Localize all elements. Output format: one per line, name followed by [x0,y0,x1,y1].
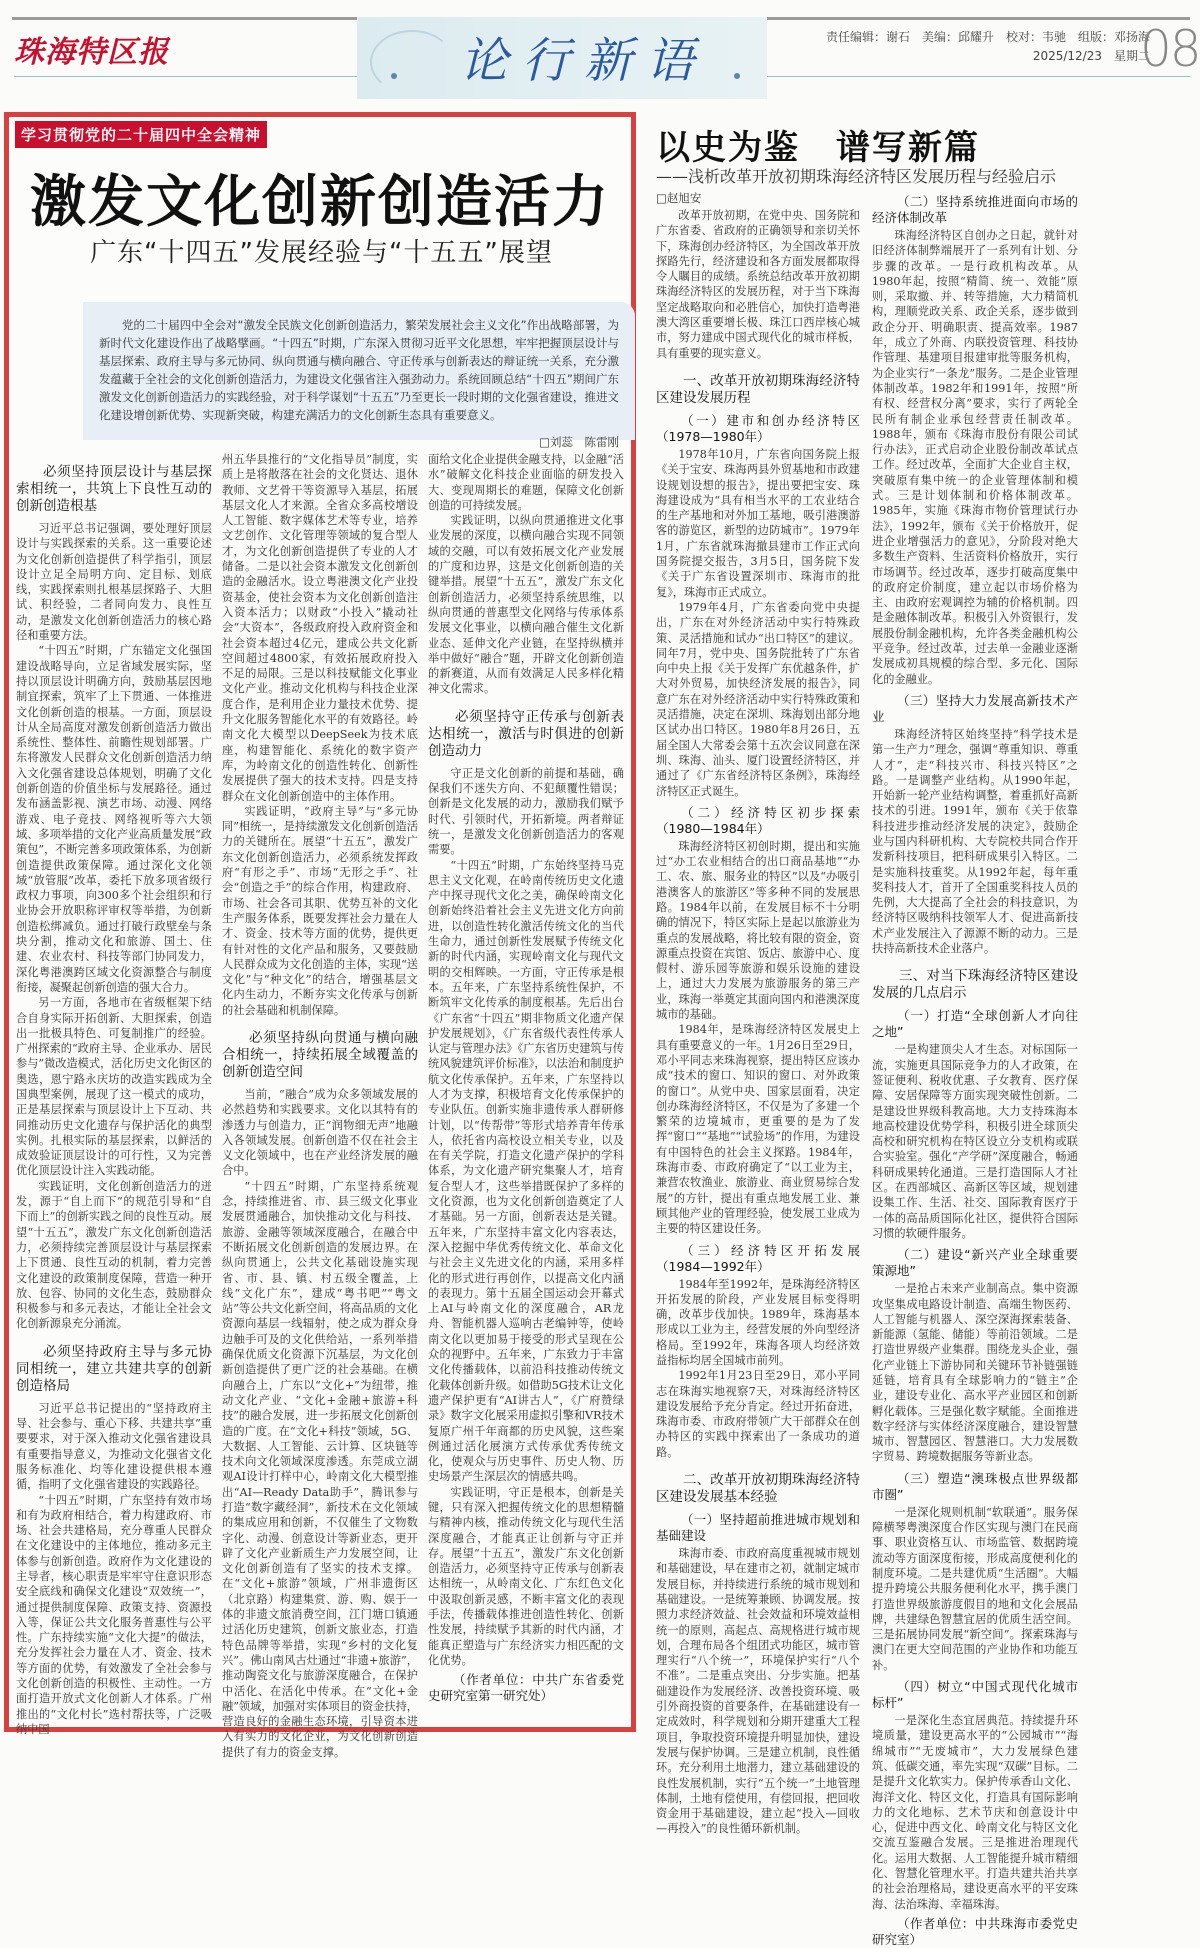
subsection-heading: （二）建设“新兴产业全球重要策源地” [872,1247,1078,1279]
paragraph: 习近平总书记提出的“坚持政府主导、社会参与、重心下移、共建共享”重要要求，对于深入推动文化强省建设具有重要指导意义，为推动文化强省文化服务标准化、均等化建设提供根本遵循，指明了文化强省建设的实践路径。 [16,1401,212,1492]
subsection-heading: （二）坚持系统推进面向市场的经济体制改革 [872,194,1078,225]
paragraph: 1984年至1992年，是珠海经济特区开拓发展的阶段，产业发展目标变得明确，改革步伐加快。1989年，珠海基本形成以工业为主，经营发展的外向型经济格局。至1992年，珠海各项人均经济效益指标均居全国城市前列。 [656,1277,860,1367]
subsection-heading: （二）经济特区初步探索（1980—1984年） [656,804,860,836]
author-affiliation: （作者单位：中共珠海市委党史研究室） [872,1915,1078,1947]
left-article-column-2 [222,452,418,1759]
top-rule [766,17,1190,20]
right-article-column-2 [872,188,1078,1947]
paragraph: 实践证明，以纵向贯通推进文化事业发展的深度，以横向融合实现不同领域的交融，可以有效拓展文化产业发展的广度和边界，这是文化创新创造的关键举措。展望“十五五”，激发广东文化创新创造活力，必须坚持系统思维，以纵向贯通的普惠型文化网络与传承体系发展文化事业，以横向融合催生文化新业态、延伸文化产业链，在坚持纵横并举中做好“融合”题，开辟文化创新创造的新赛道，从而有效满足人民多样化精神文化需求。 [428,514,624,696]
paragraph: 改革开放初期，在党中央、国务院和广东省委、省政府的正确领导和亲切关怀下，珠海创办经济特区，为全国改革开放探路先行，经济建设和各方面发展都取得令人瞩目的成绩。系统总结改革开放初期珠海经济特区的发展历程，对于当下珠海坚定战略取向和必胜信心，加快打造粤港澳大湾区重要增长极、珠江口西岸核心城市，努力建成中国式现代化的城市样板，具有重要的现实意义。 [656,209,860,360]
section-heading: 必须坚持守正传承与创新表达相统一，激活与时俱进的创新创造动力 [428,708,624,759]
page-number: 08 [1140,20,1200,78]
byline: □赵旭安 [656,191,702,205]
paragraph: “十四五”时期，广东坚持有效市场和有为政府相结合，着力构建政府、市场、社会共建格局，充分尊重人民群众在文化建设中的主体地位，推动多元主体参与创新创造。政府作为文化建设的主导者，核心职责是牢牢守住意识形态安全底线和确保文化建设“双效统一”，通过提供制度保障、政策支持、资源投入等，保证公共文化服务普惠性与公平性。广东持续实施“文化大提”的做法，充分发挥社会力量在人才、资金、技术等方面的优势，有效激发了全社会参与文化创新创造的积极性、主动性。一方面打造开放式文化创新人才体系。广州推出的“文化村长”选村帮扶等，广泛吸纳中国 [16,1493,212,1736]
section-heading: 一、改革开放初期珠海经济特区建设发展历程 [656,372,860,406]
paragraph: 习近平总书记强调，要处理好顶层设计与实践探索的关系。这一重要论述为文化创新创造提供了科学指引，顶层设计立足全局明方向、定目标、划底线，实践探索则扎根基层探路子、大胆试、积经验，二者同向发力、良性互动，是激发文化创新创造活力的核心路径和重要方法。 [16,522,212,643]
subsection-heading: （四）树立“中国式现代化城市标杆” [872,1679,1078,1711]
paragraph: 1992年1月23日至29日，邓小平同志在珠海实地视察7天，对珠海经济特区建设发展给予充分肯定。经过开拓奋进，珠海市委、市政府带领广大干部群众在创办特区的实践中探索出了一条成功的道路。 [656,1369,860,1459]
paragraph: “十四五”时期，广东锚定文化强国建设战略导向，立足省域发展实际，坚持以顶层设计明确方向，鼓励基层因地制宜探索，筑牢了上下贯通、一体推进文化创新创造的根基。一方面，顶层设计从全局高度对激发创新创造活力做出系统性、整体性、前瞻性规划部署。广东将激发人民群众文化创新创造活力纳入文化强省建设总体规划，明确了文化创新创造的价值坐标与发展路径。通过发布涵盖影视、演艺市场、动漫、网络游戏、电子竞技、网络视听等六大领域、多项举措的文化产业高质量发展“政策包”，不断完善多项政策体系，为创新创造提供政策保障。通过深化文化领域“放管服”改革，委托下放多项省级行政权力事项，向300多个社会组织和行业协会开放职称评审权等举措，为创新创造松绑减负。通过打破行政壁垒与条块分割，推动文化和旅游、国土、住建、农业农村、科技等部门协同发力，深化粤港澳跨区域文化资源整合与制度衔接，凝聚起创新创造的强大合力。 [16,644,212,994]
byline: □刘蕊 陈雷刚 [539,435,619,449]
lead-summary-box [83,302,635,449]
paragraph: 实践证明，“政府主导”与“多元协同”相统一，是持续激发文化创新创造活力的关键所在。展望“十五五”，激发广东文化创新创造活力，必须系统发挥政府“有形之手”、市场“无形之手”、社会“创造之手”的综合作用，构建政府、市场、社会各司其职、优势互补的文化生产服务体系，既要发挥社会力量在人才、资金、技术等方面的优势，提供更有针对性的文化产品和服务，又要鼓励人民群众成为文化创造的主体，实现“送文化”与“种文化”的结合，增强基层文化内生动力，不断夯实文化传承与创新的社会基础和机制保障。 [222,804,418,1017]
paragraph: 守正是文化创新的前提和基础，确保我们不迷失方向、不犯颠覆性错误；创新是文化发展的动力，激励我们赋予时代、引领时代，开拓新境。两者辩证统一，是激发文化创新创造活力的客观需要。 [428,766,624,857]
left-article-column-1 [16,452,212,1736]
lead-text: 党的二十届四中全会对“激发全民族文化创新创造活力，繁荣发展社会主义文化”作出战略部署，为新时代文化建设作出了战略擘画。“十四五”时期，广东深入贯彻习近平文化思想，牢牢把握顶层设计与基层探索、政府主导与多元协同、纵向贯通与横向融合、守正传承与创新表达的辩证统一关系，充分激发蕴藏于全社会的文化创新创造活力，为建设文化强省注入强劲动力。系统回顾总结“十四五”期间广东激发文化创新创造活力的实践经验，对于科学谋划“十五五”乃至更长一段时期的文化强省建设，推进文化建设增创新优势、实现新突破，构建充满活力的文化创新生态具有重要意义。 [99,318,619,422]
right-article-column-1 [656,208,860,1836]
paragraph: 一是抢占未来产业制高点。集中资源攻坚集成电路设计制造、高端生物医药、人工智能与机器人、深空深海探索装备、新能源（氢能、储能）等前沿领域。二是打造世界级产业集群。围绕龙头企业，强化产业链上下游协同和关键环节补链强链延链，培育具有全球影响力的“链主”企业，建设专业化、高水平产业园区和创新孵化载体。三是强化数字赋能。全面推进数字经济与实体经济深度融合，建设智慧城市、智慧园区、智慧港口。大力发展数字贸易、跨境数据服务等新业态。 [872,1282,1078,1464]
subsection-heading: （一）建市和创办经济特区（1978—1980年） [656,412,860,444]
section-banner-title: 论行新语 [460,33,709,89]
author-affiliation: （作者单位：中共广东省委党史研究室第一研究处） [428,1672,624,1704]
section-heading: 必须坚持顶层设计与基层探索相统一，共筑上下良性互动的创新创造根基 [16,464,212,514]
paragraph: 1984年，是珠海经济特区发展史上具有重要意义的一年。1月26日至29日，邓小平同志来珠海视察，提出特区应该办成“技术的窗口、知识的窗口、对外政策的窗口”。从党中央、国家层面看，决定创办珠海经济特区，不仅是为了多建一个繁荣的边境城市，更重要的是为了发挥“窗口”“基地”“试验场”的作用，为建设有中国特色的社会主义探路。1984年，珠海市委、市政府确定了“以工业为主，兼营农牧渔业、旅游业、商业贸易综合发展”的方针，提出有重点地发展工业、兼顾其他产业的管理经验，使发展工业成为主要的特区建设任务。 [656,1023,860,1236]
subsection-heading: （一）坚持超前推进城市规划和基础建设 [656,1512,860,1544]
left-article-headline: 激发文化创新创造活力 [30,169,610,235]
section-heading: 必须坚持政府主导与多元协同相统一，建立共建共享的创新创造格局 [16,1343,212,1394]
paragraph: 一是深化规则机制“软联通”。服务保障横琴粤澳深度合作区实现与澳门在民商事、职业资格互认、市场监管、数据跨境流动等方面深度衔接，形成高度便利化的制度环境。二是共建优质“生活圈”。大幅提升跨境公共服务便利化水平，携手澳门打造世界级旅游度假目的地和文化会展品牌，共建绿色智慧宜居的优质生活空间。三是拓展协同发展“新空间”。探索珠海与澳门在更大空间范围的产业协作和功能互补。 [872,1505,1078,1672]
top-rule [12,17,357,20]
paragraph: “十四五”时期，广东始终坚持马克思主义文化观，在岭南传统历史文化遗产中探寻现代文化之美，确保岭南文化创新始终沿着社会主义先进文化方向前进，以创造性转化激活传统文化的当代生命力，通过创新性发展赋予传统文化新的时代内涵，实现岭南文化与现代文明的交相辉映。一方面，守正传承是根本。五年来，广东坚持系统性保护，不断筑牢文化传承的制度根基。先后出台《广东省“十四五”期非物质文化遗产保护发展规划》，《广东省级代表性传承人认定与管理办法》《广东省历史建筑与传统风貌建筑评价标准》，以法治和制度护航文化传承保护。五年来，广东坚持以人才为支撑，积极培育文化传承保护的专业队伍。创新实施非遗传承人群研修计划，以“传帮带”等形式培养青年传承人，依托省内高校设立相关专业，以及在有关学院，打造文化遗产保护的学科体系，为文化遗产研究集聚人才，培育复合型人才，这些举措既保护了多样的文化资源，也为文化创新创造奠定了人才基础。另一方面，创新表达是关键。五年来，广东坚持丰富文化内容表达，深入挖掘中华优秀传统文化、革命文化与社会主义先进文化的内涵，采用多样化的形式进行再创作，以提高文化内涵的表现力。第十五届全国运动会开幕式上AI与岭南文化的深度融合，AR龙舟、智能机器人巡响古老编钟等，使岭南文化以更加易于接受的形式呈现在公众的视野中。五年来，广东致力于丰富文化传播载体，以前沿科技推动传统文化载体创新升级。如借助5G技术让文化遗产保护更有“AI讲古人”，《广府赞绿录》数字文化展采用虚拟引擎和VR技术复原广州千年商都的历史风貌，这些案例通过活化展演方式传承优秀传统文化，使观众与历史事件、历史人物、历史场景产生深层次的情感共鸣。 [428,858,624,1484]
credits-line: 责任编辑：谢石 美编：邱耀升 校对：韦驰 组版：邓扬海 [825,30,1150,44]
paragraph: 1978年10月，广东省向国务院上报《关于宝安、珠海两县外贸基地和市政建设规划设想的报告》，提出要把宝安、珠海建设成为“具有相当水平的工农业结合的生产基地和对外加工基地，吸引港澳游客的游览区，新型的边防城市”。1979年1月，广东省就珠海撤县建市工作正式向国务院提交报告，3月5日，国务院下发《关于广东省设置深圳市、珠海市的批复》，珠海市正式成立。 [656,447,860,599]
editor-credits [790,28,1150,66]
left-article-column-3 [428,452,624,1722]
article-kicker: 学习贯彻党的二十届四中全会精神 [15,121,267,148]
paragraph: 当前，“融合”成为众多领域发展的必然趋势和实践要求。文化以其特有的渗透力与创造力，正“润物细无声”地融入各领域发展。创新创造不仅在社会主义文化领域中，也在产业经济发展的融合中。 [222,1087,418,1178]
paragraph: 另一方面，各地市在省级框架下结合自身实际开拓创新、大胆探索，创造出一批极具特色、可复制推广的经验。广州探索的“政府主导、企业承办、居民参与”微改造模式，活化历史文化街区的奥选，恩宁路永庆坊的改造实践成为全国典型案例，展现了这一模式的成功，正是基层探索与顶层设计上下互动、共同推动历史文化遗存与保护活化的典型实例。扎根实际的基层探索，以鲜活的成效验证顶层设计的可行性，又为完善优化顶层设计注入实践动能。 [16,996,212,1178]
paragraph: 珠海市委、市政府高度重视城市规划和基础建设，早在建市之初，就制定城市发展目标，并持续进行系统的城市规划和基础建设。一是统筹兼顾、协调发展。按照力求经济效益、社会效益和环境效益相统一的原则，高起点、高规格进行城市规划，合理布局各个组团式功能区，城市管理实行“八个统一”，环境保护实行“八个不准”。二是重点突出、分步实施。把基础建设作为发展经济、改善投资环境、吸引外商投资的首要条件，在基础建设有一定成效时，科学规划和分期开建重大工程项目，争取投资环境提升明显加快，建设发展与保护协调。三是建立机制，良性循环。充分利用土地潜力，建立基础建设的良性发展机制，实行“五个统一”土地管理体制，土地有偿使用，有偿回报，把回收资金用于基础建设，建立起“投入—回收—再投入”的良性循环新机制。 [656,1547,860,1836]
issue-date: 2025/12/23 星期二 [1032,49,1150,63]
paragraph: 一是深化生态宜居典范。持续提升环境质量，建设更高水平的“公园城市”“海绵城市”“无废城市”，大力发展绿色建筑、低碳交通，率先实现“双碳”目标。二是提升文化软实力。保护传承香山文化、海洋文化、特区文化，打造具有国际影响力的文化地标、艺术节庆和创意设计中心，促进中西文化、岭南文化与特区文化交流互鉴融合发展。三是推进治理现代化。运用大数据、人工智能提升城市精细化、智慧化管理水平。打造共建共治共享的社会治理格局，建设更高水平的平安珠海、法治珠海、幸福珠海。 [872,1714,1078,1911]
section-heading: 三、对当下珠海经济特区建设发展的几点启示 [872,968,1078,1002]
newspaper-logo: 珠海特区报 [14,35,169,70]
right-article-headline: 以史为鉴 谱写新篇 [656,128,980,168]
paragraph: 实践证明，守正是根本，创新是关键，只有深入把握传统文化的思想精髓与精神内核，推动传统文化与现代生活深度融合，才能真正让创新与守正并存。展望“十五五”，激发广东文化创新创造活力，必须坚持守正传承与创新表达相统一，从岭南文化、广东红色文化中汲取创新灵感，不断丰富文化的表现手法，传播载体推进创造性转化、创新性发展，持续赋予其新的时代内涵，才能真正塑造与广东经济实力相匹配的文化优势。 [428,1485,624,1667]
dot-decoration-icon [391,73,397,79]
paragraph: 实践证明，文化创新创造活力的迸发，源于“自上而下”的规范引导和“自下而上”的创新实践之间的良性互动。展望“十五五”，激发广东文化创新创造活力，必须持续完善顶层设计与基层探索上下贯通、良性互动的机制，着力完善文化建设的政策制度保障，营造一种开放、包容、协同的文化生态，鼓励群众积极参与和多元表达，才能让全社会文化创新源泉充分涌流。 [16,1179,212,1331]
paragraph: 珠海经济特区始终坚持“科学技术是第一生产力”理念，强调“尊重知识、尊重人才”，走“科技兴市、科技兴特区”之路。一是调整产业结构。从1990年起，开始新一轮产业结构调整，着重抓好高新技术的引进。1991年，颁布《关于依靠科技进步推动经济发展的决定》，鼓励企业与国内科研机构、大专院校共同合作开发新科技项目，把科研成果引入特区。二是实施科技重奖。从1992年起，每年重奖科技人才，首开了全国重奖科技人员的先例，大大提高了全社会的科技意识，为经济特区吸纳科技领军人才、促进高新技术产业发展注入了源源不断的动力。三是扶持高新技术企业落户。 [872,727,1078,956]
paragraph: 珠海经济特区初创时期，提出和实施过“办工农业相结合的出口商品基地”“办工、农、旅、服务业的特区”以及“办吸引港澳客人的旅游区”等多种不同的发展思路。1984年以前，在发展目标不十分明确的情况下，特区实际上是起以旅游业为重点的发展战略，将比较有限的资金，资源重点投资在宾馆、饭店、旅游中心、度假村、游乐园等旅游和娱乐设施的建设上，通过大力发展为旅游服务的第三产业，珠海一举奠定其面向国内和港澳深度城市的基础。 [656,839,860,1022]
section-heading: 必须坚持纵向贯通与横向融合相统一，持续拓展全域覆盖的创新创造空间 [222,1029,418,1080]
subsection-heading: （三）塑造“澳珠极点世界级都市圈” [872,1470,1078,1502]
paragraph: 州五华县推行的“文化指导员”制度，实质上是将散落在社会的文化贤达、退休教师、文艺骨干等资源导入基层，拓展基层文化人才来源。全省众多高校增设人工智能、数字媒体艺术等专业，培养文艺创作、文化管理等领域的复合型人才，为文化创新创造提供了专业的人才储备。二是以社会资本激发文化创新创造的金融活水。设立粤港澳文化产业投资基金，使社会资本为文化创新创造注入资本活力；以财政“小投入”撬动社会“大资本”，各级政府投入政府资金和社会资本超过4亿元，建成公共文化新空间超过4800家，有效拓展政府投入不足的局限。三是以科技赋能文化事业文化产业。推动文化机构与科技企业深度合作，是利用企业力量技术优势、提升文化服务智能化水平的有效路径。岭南文化大模型以DeepSeek为技术底座，构建智能化、系统化的数字资产库，为岭南文化的创造性转化、创新性发展提供了强大的技术支持。四是支持群众在文化创新创造中的主体作用。 [222,453,418,803]
wave-decoration-icon [370,30,454,94]
paragraph: 一是构建顶尖人才生态。对标国际一流，实施更具国际竞争力的人才政策，在签证便利、税收优惠、子女教育、医疗保障、安居保障等方面实现突破性创新。二是建设世界级科教高地。大力支持珠海本地高校建设优势学科，积极引进全球顶尖高校和研究机构在特区设立分支机构或联合实验室。强化“产学研”深度融合，畅通科研成果转化通道。三是打造国际人才社区。在西部城区、高新区等区域，规划建设集工作、生活、社交、国际教育医疗于一体的高品质国际化社区，提供符合国际习惯的软硬件服务。 [872,1043,1078,1240]
subsection-heading: （三）经济特区开拓发展（1984—1992年） [656,1242,860,1274]
dot-decoration-icon [734,73,740,79]
subsection-heading: （一）打造“全球创新人才向往之地” [872,1008,1078,1040]
right-article-subheadline: ——浅析改革开放初期珠海经济特区发展历程与经验启示 [656,167,1057,186]
subsection-heading: （三）坚持大力发展高新技术产业 [872,692,1078,724]
paragraph: 珠海经济特区自创办之日起，就针对旧经济体制弊端展开了一系列有计划、分步骤的改革。一是行政机构改革。从1980年起，按照“精简、统一、效能”原则，采取撤、并、转等措施，大力精简机构，理顺党政关系、政企关系，逐步做到政企分开、明确职责、提高效率。1987年，成立了外商、内联投资管理、科技协作管理、基建项目报建审批等服务机构，为企业实行“一条龙”服务。二是企业管理体制改革。1982年和1991年，按照“所有权、经营权分离”要求，实行了两轮全民所有制企业承包经营责任制改革。1988年，颁布《珠海市股份有限公司试行办法》，正式启动企业股份制改革试点工作。经过改革，全面扩大企业自主权，突破原有集中统一的企业管理体制和模式。三是计划体制和价格体制改革。1985年，实施《珠海市物价管理试行办法》，1992年，颁布《关于价格放开，促进企业增强活力的意见》，分阶段对绝大多数生产资料、生活资料价格放开，实行市场调节。经过改革，逐步打破高度集中的政府定价制度，建立起以市场价格为主、由政府宏观调控为辅的价格机制。四是金融体制改革。积极引入外资银行，发展股份制金融机构，允许各类金融机构公平竞争。经过改革，过去单一金融业逐渐发展成初具规模的综合型、多元化、国际化的金融业。 [872,229,1078,686]
left-article-subheadline: 广东“十四五”发展经验与“十五五”展望 [90,238,553,268]
paragraph: 面给文化企业提供金融支持，以金融“活水”破解文化科技企业面临的研发投入大、变现周期长的难题，保障文化创新创造的可持续发展。 [428,453,624,512]
section-heading: 二、改革开放初期珠海经济特区建设发展基本经验 [656,1472,860,1506]
paragraph: 1979年4月，广东省委向党中央提出，广东在对外经济活动中实行特殊政策、灵活措施和试办“出口特区”的建议。同年7月，党中央、国务院批转了广东省向中央上报《关于发挥广东优越条件，扩大对外贸易，加快经济发展的报告》，同意广东在对外经济活动中实行特殊政策和灵活措施，决定在深圳、珠海划出部分地区试办出口特区。1980年8月26日，五届全国人大常委会第十五次会议同意在深圳、珠海、汕头、厦门设置经济特区，并通过了《广东省经济特区条例》，珠海经济特区正式诞生。 [656,600,860,798]
paragraph: “十四五”时期，广东坚持系统观念，持续推进省、市、县三级文化事业发展贯通融合，加快推动文化与科技、旅游、金融等领域深度融合，在融合中不断拓展文化创新创造的发展边界。在纵向贯通上，公共文化基础设施实现省、市、县、镇、村五级全覆盖，上线“文化广东”，建成“粤书吧”“粤文站”等公共文化新空间，将高品质的文化资源向基层一线辐射，使之成为群众身边触手可及的文化供给站，一系列举措确保优质文化资源下沉基层，为文化创新创造提供了更广泛的社会基础。在横向融合上，广东以“文化+”为纽带，推动文化产业、“文化+金融+旅游+科技”的融合发展，进一步拓展文化创新创造的广度。在“文化+科技”领域，5G、大数据、人工智能、云计算、区块链等技术向文化领域深度渗透。东莞成立湖观AI设计打样中心，岭南文化大模型推出“AI—Ready Data助手”，腾讯参与打造“数字藏经洞”，新技术在文化领域的集成应用和创新，不仅催生了文物数字化、动漫、创意设计等新业态，更开辟了文化产业新质生产力发展空间，让文化创新创造有了坚实的技术支撑。在“文化+旅游”领域，广州非遗街区（北京路）构建集赏、游、购、娱于一体的非遗文旅消费空间，江门塘口镇通过活化历史建筑，创新文旅业态，打造特色品牌等举措，实现“乡村的文化复兴”。佛山南风古灶通过“非遗+旅游”，推动陶瓷文化与旅游深度融合，在保护中活化、在活化中传承。在“文化+金融”领域，加强对实体项目的资金扶持，营造良好的金融生态环境，引导资本进入有实力的文化企业，为文化创新创造提供了有力的资金支撑。 [222,1179,418,1759]
